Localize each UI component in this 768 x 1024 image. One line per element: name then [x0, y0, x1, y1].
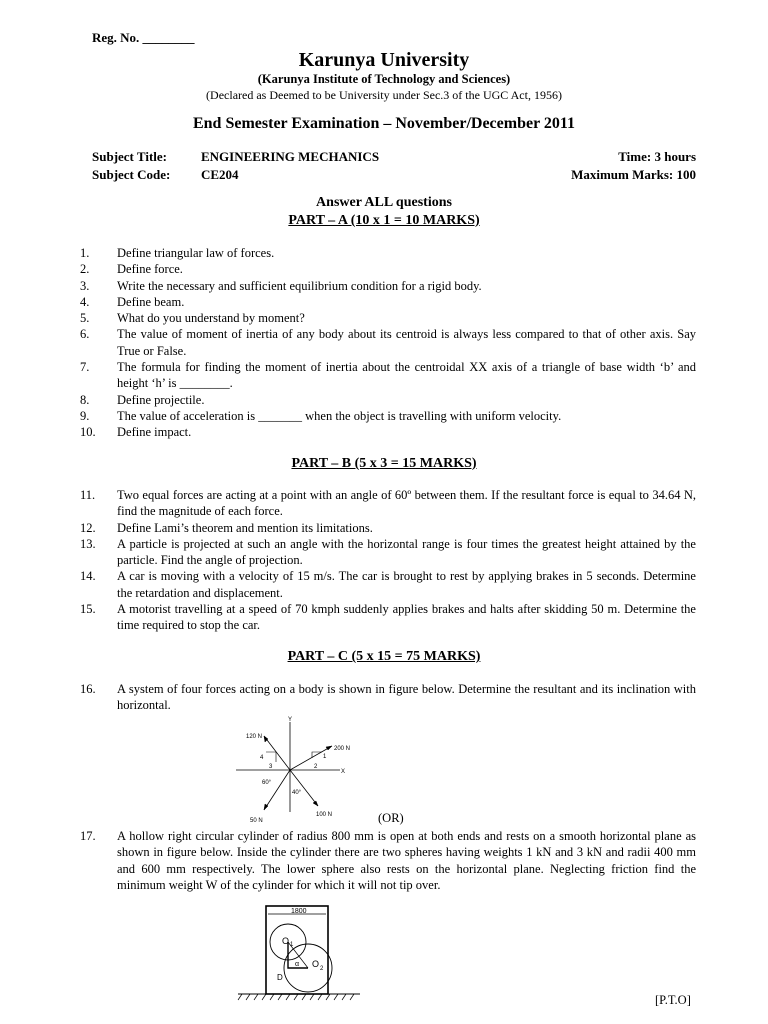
question-text: A hollow right circular cylinder of radius 800 mm is open at both ends and rests on a smooth horizontal plane as shown in figure below. Inside the cylinder there are two spheres having weights 1 kN and 3 kN and radii 400 mm and 600 mm respectively. The lower sphere also rests on the horizontal plane. Neglecting friction find the minimum weight W of the cylinder for which it will not tip over.	[117, 829, 696, 892]
reg-no: Reg. No. ________	[92, 30, 195, 45]
question-text: Define Lami’s theorem and mention its limitations.	[117, 520, 373, 535]
question-item	[80, 536, 696, 569]
force-100-arrow	[290, 770, 318, 806]
slope-triangle-120	[266, 752, 276, 762]
arrowhead-icon	[313, 801, 318, 806]
question-text: Define beam.	[117, 294, 185, 309]
force-system-figure	[228, 712, 368, 824]
subject-code-label: Subject Code:	[92, 167, 171, 182]
question-item	[80, 828, 696, 893]
part-b-questions	[80, 487, 696, 634]
question-item	[80, 487, 696, 520]
part-a-questions	[80, 245, 696, 441]
angle-60-label: 60°	[262, 780, 272, 786]
question-number: 1.	[80, 246, 90, 260]
part-c-question-17	[80, 828, 696, 893]
question-item	[80, 681, 696, 714]
question-number: 9.	[80, 408, 90, 423]
question-item	[80, 568, 696, 601]
slope-label-4: 4	[260, 755, 264, 761]
o1-subscript: 1	[290, 942, 294, 948]
part-b-heading: PART – B (5 x 3 = 15 MARKS)	[291, 456, 477, 471]
question-item	[80, 408, 696, 424]
question-item	[80, 601, 696, 634]
question-number: 4.	[80, 294, 90, 309]
force-50-label: 50 N	[250, 818, 263, 824]
subject-code-value: CE204	[201, 167, 239, 182]
slope-label-2: 2	[314, 764, 318, 770]
institute-name: (Karunya Institute of Technology and Sciences)	[257, 72, 511, 86]
force-50-arrow	[264, 770, 290, 810]
question-text: The formula for finding the moment of inertia about the centroidal XX axis of a triangle of base width ‘b’ and height ‘h’ is ________.	[117, 360, 696, 391]
force-120-arrow	[264, 736, 290, 770]
question-text: A particle is projected at such an angle with the horizontal range is four times the greatest height attained by the particle. Find the angle of projection.	[117, 536, 696, 568]
cylinder-outline	[266, 906, 328, 994]
ground-hatching	[238, 994, 354, 1000]
question-number: 2.	[80, 262, 90, 277]
subject-title-label: Subject Title:	[92, 149, 167, 164]
question-text: What do you understand by moment?	[117, 311, 305, 326]
question-text: A motorist travelling at a speed of 70 kmph suddenly applies brakes and halts after skidding 50 m. Determine the time required to stop the car.	[117, 602, 696, 633]
question-text: A system of four forces acting on a body is shown in figure below. Determine the resultant and its inclination with horizontal.	[117, 682, 696, 713]
university-name: Karunya University	[298, 49, 470, 71]
question-number: 10.	[80, 425, 96, 440]
arrowhead-icon	[326, 746, 332, 750]
question-item	[80, 310, 696, 326]
dimension-label: 1800	[291, 908, 307, 915]
exam-time: Time: 3 hours	[618, 149, 696, 164]
question-item	[80, 294, 696, 310]
force-200-label: 200 N	[334, 746, 351, 752]
slope-label-1: 1	[323, 754, 327, 760]
question-number: 6.	[80, 327, 90, 342]
question-number: 13.	[80, 536, 96, 551]
question-number: 11.	[80, 488, 96, 502]
subject-title-value: ENGINEERING MECHANICS	[201, 149, 380, 164]
angle-40-label: 40°	[292, 790, 302, 796]
question-text: The value of moment of inertia of any body about its centroid is always less compared to that of other axis. Say True or False.	[117, 327, 696, 358]
d-label: D	[277, 973, 283, 982]
declaration: (Declared as Deemed to be University under Sec.3 of the UGC Act, 1956)	[206, 88, 562, 102]
question-item	[80, 278, 696, 294]
or-separator: (OR)	[378, 811, 404, 825]
cylinder-spheres-figure	[234, 900, 364, 1008]
question-number: 7.	[80, 360, 90, 375]
o1-label: O	[282, 936, 290, 946]
slope-label-3: 3	[269, 764, 273, 770]
question-item	[80, 520, 696, 536]
question-number: 3.	[80, 278, 90, 293]
question-number: 16.	[80, 682, 96, 696]
y-axis-label: Y	[288, 717, 293, 723]
instructions: Answer ALL questions	[316, 195, 452, 210]
force-120-label: 120 N	[246, 734, 263, 740]
alpha-label: α	[295, 961, 300, 968]
question-item	[80, 245, 696, 261]
question-text: Two equal forces are acting at a point with an angle of 60º between them. If the resultant force is equal to 34.64 N, find the magnitude of each force.	[117, 488, 696, 519]
question-number: 12.	[80, 520, 96, 535]
question-item	[80, 261, 696, 277]
page-turn-note: [P.T.O]	[655, 993, 691, 1007]
question-text: Define force.	[117, 262, 183, 277]
question-text: A car is moving with a velocity of 15 m/s. The car is brought to rest by applying brakes in 5 seconds. Determine the retardation and displacement.	[117, 569, 696, 600]
question-text: Write the necessary and sufficient equilibrium condition for a rigid body.	[117, 278, 482, 293]
question-item	[80, 359, 696, 392]
question-number: 8.	[80, 392, 90, 407]
question-item	[80, 326, 696, 359]
part-a-heading: PART – A (10 x 1 = 10 MARKS)	[288, 213, 480, 228]
part-c-question-16	[80, 681, 696, 714]
max-marks: Maximum Marks: 100	[571, 167, 696, 182]
exam-title: End Semester Examination – November/December 2011	[192, 115, 576, 132]
question-item	[80, 392, 696, 408]
o2-label: O	[312, 959, 320, 969]
o2-subscript: 2	[320, 966, 324, 972]
question-item	[80, 424, 696, 440]
question-text: Define projectile.	[117, 392, 205, 407]
part-c-heading: PART – C (5 x 15 = 75 MARKS)	[287, 649, 481, 664]
question-number: 14.	[80, 569, 96, 584]
force-100-label: 100 N	[316, 812, 333, 818]
question-text: Define triangular law of forces.	[117, 246, 275, 260]
question-number: 5.	[80, 311, 90, 326]
question-text: Define impact.	[117, 425, 192, 440]
x-axis-label: X	[341, 769, 346, 775]
question-number: 15.	[80, 602, 96, 617]
question-text: The value of acceleration is _______ when the object is travelling with uniform velocity.	[117, 408, 562, 423]
question-number: 17.	[80, 829, 96, 843]
